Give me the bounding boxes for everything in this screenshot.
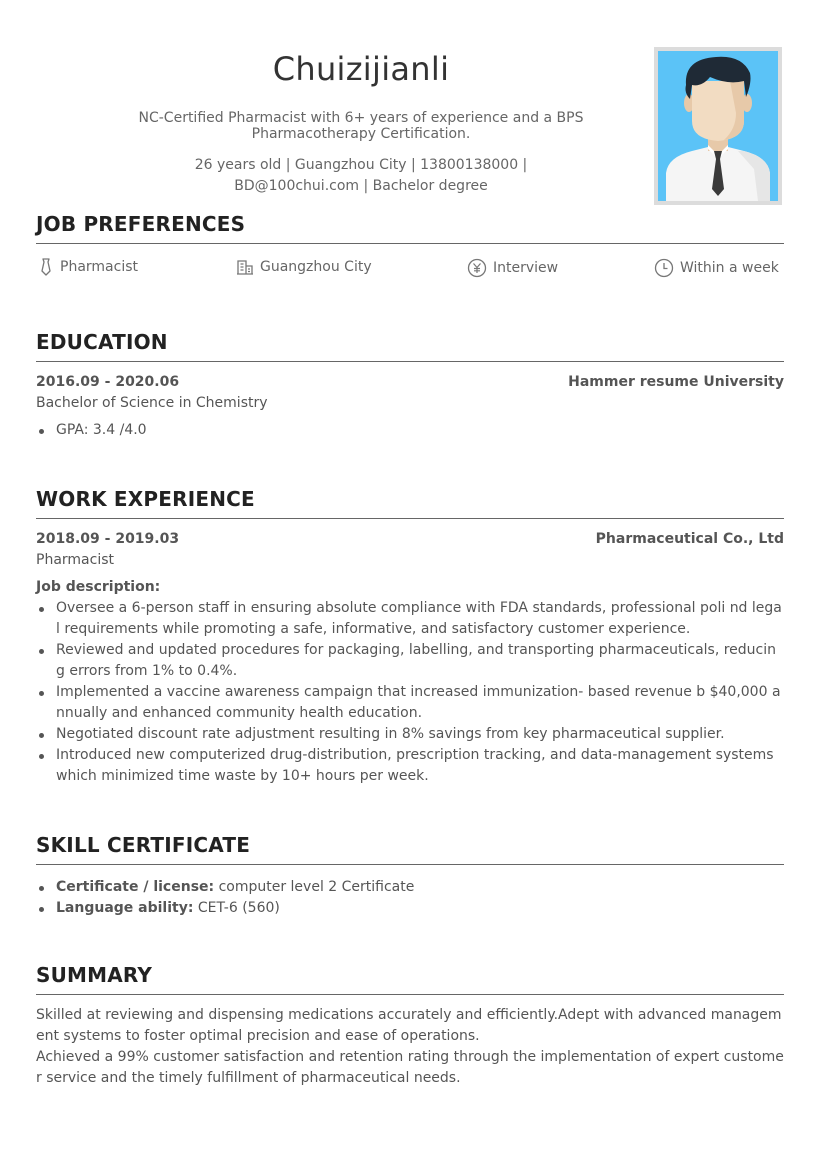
building-icon <box>236 258 254 276</box>
section-title: EDUCATION <box>36 330 784 362</box>
summary-paragraph-2: Achieved a 99% customer satisfaction and retention rating through the implementation of expert customer service and the timely fulfillment of pharmaceutical needs. <box>36 1049 784 1086</box>
clock-icon <box>654 258 674 278</box>
list-item: GPA: 3.4 /4.0 <box>36 420 784 441</box>
education-list <box>36 420 784 441</box>
profile-photo <box>654 47 782 205</box>
education-period: 2016.09 - 2020.06 <box>36 374 180 390</box>
skills-list <box>36 877 784 919</box>
summary-section <box>36 963 784 1089</box>
pref-position-text: Pharmacist <box>60 259 138 275</box>
resume-header <box>36 44 686 197</box>
work-duties-list <box>36 598 784 787</box>
section-title: SUMMARY <box>36 963 784 995</box>
job-preferences-section <box>36 212 784 288</box>
work-header-row <box>36 529 784 550</box>
skill-certificate-section <box>36 833 784 919</box>
candidate-name: Chuizijianli <box>272 50 450 88</box>
candidate-tagline: NC-Certified Pharmacist with 6+ years of experience and a BPS Pharmacotherapy Certification. <box>138 110 584 142</box>
tie-icon <box>38 258 54 276</box>
work-period: 2018.09 - 2019.03 <box>36 531 180 547</box>
list-item <box>36 877 784 898</box>
yen-circle-icon <box>467 258 487 278</box>
work-experience-section <box>36 487 784 787</box>
pref-availability <box>654 258 779 278</box>
pref-salary <box>467 258 558 278</box>
language-value: CET-6 (560) <box>197 900 280 916</box>
avatar-illustration <box>658 51 778 201</box>
section-title: WORK EXPERIENCE <box>36 487 784 519</box>
pref-salary-text: Interview <box>493 260 559 276</box>
education-header-row <box>36 372 784 393</box>
certificate-value: computer level 2 Certificate <box>218 879 415 895</box>
job-description-label: Job description: <box>36 579 161 595</box>
certificate-label: Certificate / license: <box>56 879 215 895</box>
language-label: Language ability: <box>56 900 194 916</box>
list-item: Implemented a vaccine awareness campaign that increased immunization- based revenue b $40,000 annually and enhanced community health education. <box>36 682 784 724</box>
list-item: Oversee a 6-person staff in ensuring absolute compliance with FDA standards, professional poli nd legal requirements while promoting a safe, informative, and satisfactory customer experience. <box>36 598 784 640</box>
work-company: Pharmaceutical Co., Ltd <box>595 531 784 547</box>
preferences-row <box>36 258 784 288</box>
pref-availability-text: Within a week <box>680 260 779 276</box>
education-degree: Bachelor of Science in Chemistry <box>36 395 268 411</box>
pref-city-text: Guangzhou City <box>260 259 372 275</box>
summary-paragraph-1: Skilled at reviewing and dispensing medications accurately and efficiently.Adept with advanced management systems to foster optimal precision and ease of operations. <box>36 1007 782 1044</box>
list-item <box>36 898 784 919</box>
section-title: JOB PREFERENCES <box>36 212 784 244</box>
work-role: Pharmacist <box>36 552 114 568</box>
section-title: SKILL CERTIFICATE <box>36 833 784 865</box>
contact-info: 26 years old | Guangzhou City | 13800138000 | BD@100chui.com | Bachelor degree <box>194 157 528 194</box>
list-item: Introduced new computerized drug-distribution, prescription tracking, and data-management systems which minimized time waste by 10+ hours per week. <box>36 745 784 787</box>
education-school: Hammer resume University <box>568 374 784 390</box>
pref-city <box>236 258 372 276</box>
list-item: Negotiated discount rate adjustment resulting in 8% savings from key pharmaceutical supplier. <box>36 724 784 745</box>
education-section <box>36 330 784 441</box>
list-item: Reviewed and updated procedures for packaging, labelling, and transporting pharmaceuticals, reducing errors from 1% to 0.4%. <box>36 640 784 682</box>
pref-position <box>38 258 138 276</box>
